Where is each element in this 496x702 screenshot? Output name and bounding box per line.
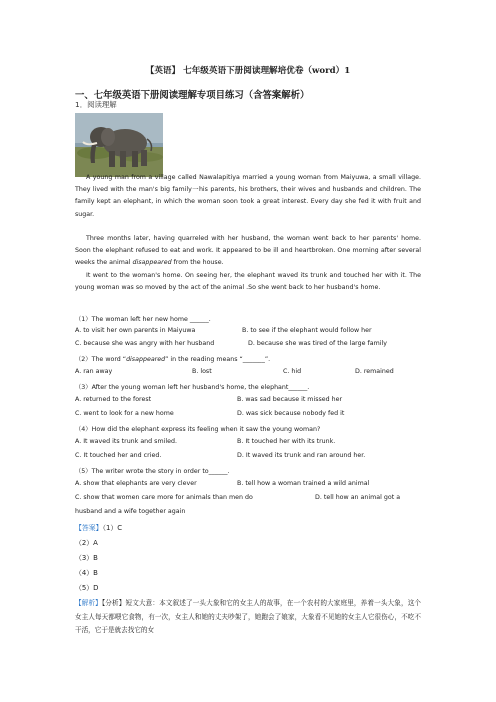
question-5-option-a: A. show that elephants are very clever	[75, 480, 197, 487]
section-heading: 一、七年级英语下册阅读理解专项目练习（含答案解析）	[75, 90, 310, 101]
question-4-option-d: D. It waved its trunk and ran around her.	[237, 452, 366, 459]
question-4-option-a: A. It waved its trunk and smiled.	[75, 438, 177, 445]
question-4-option-c: C. It touched her and cried.	[75, 452, 162, 459]
question-4-stem: （4）How did the elephant express its feeling when it saw the young woman?	[75, 426, 321, 433]
answer-3: （3）B	[75, 554, 98, 562]
question-1-stem: （1）The woman left her new home ______.	[75, 316, 211, 323]
question-5-option-c: C. show that women care more for animals than men do	[75, 494, 253, 501]
question-2-option-c: C. hid	[283, 368, 302, 375]
question-2-option-b: B. lost	[192, 368, 212, 375]
question-2-option-a: A. ran away	[75, 368, 113, 375]
question-4-option-b: B. It touched her with its trunk.	[237, 438, 336, 445]
question-1-option-b: B. to see if the elephant would follow her	[242, 327, 372, 334]
question-3-option-c: C. went to look for a new home	[75, 410, 174, 417]
question-5-option-d: D. tell how an animal got a	[315, 494, 401, 501]
question-1-option-d: D. because she was tired of the large family	[248, 340, 387, 347]
analysis-tag: 【解析】	[75, 599, 102, 607]
passage-paragraph-2: Three months later, having quarreled with her husband, the woman went back to her parents' home. Soon the elephant refused to eat and work. It appeared to be ill and heartbroken. One morning after several weeks the animal disappeared from the house.	[75, 235, 421, 267]
question-3-option-b: B. was sad because it missed her	[237, 396, 343, 403]
answer-1: （1）C	[102, 524, 123, 532]
passage-paragraph-3: It went to the woman's home. On seeing her, the elephant waved its trunk and touched her with it. The young woman was so moved by the act of the animal .So she went back to her husband's home.	[75, 272, 421, 292]
question-3-option-d: D. was sick because nobody fed it	[237, 410, 345, 417]
question-1-option-c: C. because she was angry with her husband	[75, 340, 215, 347]
answer-5: （5）D	[75, 584, 99, 592]
document-title: 【英语】 七年级英语下册阅读理解培优卷（word）1	[145, 66, 351, 76]
question-3-option-a: A. returned to the forest	[75, 396, 152, 403]
question-3-stem: （3）After the young woman left her husband's home, the elephant______.	[75, 384, 310, 391]
analysis-paragraph: 【解析】【分析】短文大意：本文叙述了一头大象和它的女主人的故事，在一个农村的大家庭里，养着一头大象，这个女主人每天都喂它食物，有一次，女主人和她的丈夫吵架了，她跑会了娘家，大象看不见她的女主人它很伤心，不吃不干活，它于是就去找它的女	[75, 599, 422, 635]
answer-block	[75, 522, 122, 532]
answer-tag: 【答案】	[75, 524, 103, 532]
elephant-photo	[75, 113, 163, 177]
question-5-option-b: B. tell how a woman trained a wild animal	[237, 480, 370, 487]
question-5-stem: （5）The writer wrote the story in order to______.	[75, 468, 230, 475]
passage-paragraph-1: A young man from a village called Nawalapitiya married a young woman from Maiyuwa, a small village. They lived with the man's big family一his parents, his brothers, their wives and husbands and children. The family kept an elephant, in which the woman soon took a great interest. Every day she fed it with fruit and sugar.	[75, 174, 421, 218]
answer-2: （2）A	[75, 539, 98, 547]
question-2-option-d: D. remained	[355, 368, 394, 375]
question-5-option-d-continued: husband and a wife together again	[75, 508, 186, 515]
question-label: 1．阅读理解	[75, 100, 117, 109]
question-1-option-a: A. to visit her own parents in Maiyuwa	[75, 327, 196, 334]
answer-4: （4）B	[75, 569, 98, 577]
question-2-stem: （2）The word “disappeared” in the reading means “_______”.	[75, 356, 271, 363]
